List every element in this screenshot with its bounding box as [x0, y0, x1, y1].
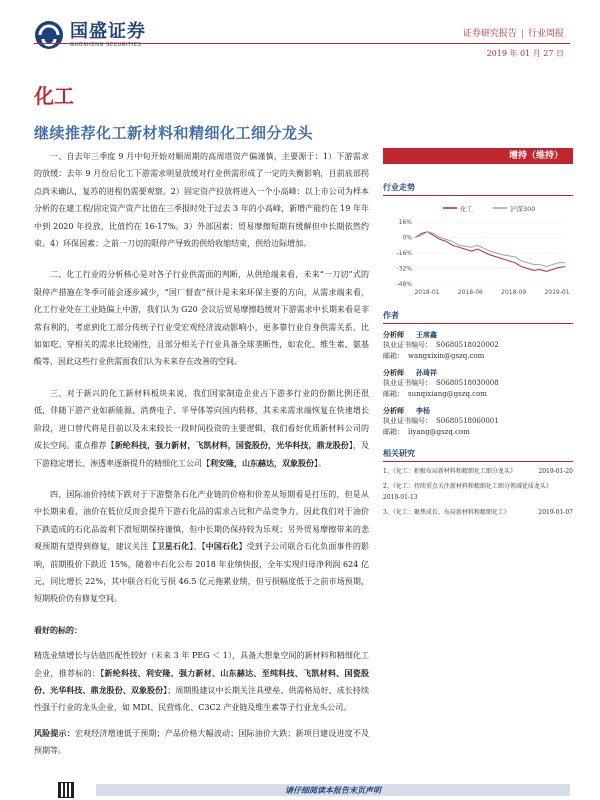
authors-list [383, 330, 573, 438]
separator: | [520, 29, 524, 39]
report-subtype: 行业周报 [527, 29, 564, 39]
author-email[interactable]: liyang@gszq.com [408, 428, 470, 436]
x-tick-label: 2019-01 [544, 289, 570, 296]
author-role: 分析师 [383, 330, 404, 339]
p3-stocks: 新纶科技，强力新材，飞凯材料，国瓷股份，光华科技，鼎龙股份 [114, 440, 349, 451]
focus-title: 看好的标的： [34, 624, 82, 635]
related-text: 1、《化工：积极布局新材料和精细化工细分龙头》 [383, 468, 516, 475]
y-tick-label: 16% [398, 219, 412, 226]
author-name: 孙琦祥 [416, 368, 437, 377]
author-name: 李杨 [416, 406, 430, 415]
p4-stock-2: 中国石化 [205, 541, 239, 552]
p4-text-2: 】受到子公司联合石化负面事件的影响，前期股价下跌近 15%，随着中石化公布 2018 年业绩快报，全年实现归母净利润 624 亿元，同比增长 22%，其中联合石化亏损 46.5 亿元拖累业绩，但亏损幅度低于之前市场预期，短期股价仍有修复空间。 [34, 542, 370, 604]
related-text: 3、《化工：聚焦成长、布局新材料和精细化工》 [383, 509, 510, 516]
report-header [0, 0, 600, 60]
author-email[interactable]: wangxixin@gszq.com [408, 352, 485, 360]
x-tick-label: 2018-06 [457, 289, 483, 296]
related-date: 2019-01-07 [538, 509, 573, 516]
p4-text: 四、国际油价持续下跌对于下游整条石化产业链的价格和价差从短期看是打压的，但是从中长期来看，油价在低位反而会提升下游石化品的需求占比和产品竞争力。因此我们对于油价下跌造成的石化品盈利下滑短期保持谨慎，但中长期仍保持较为乐观；另外贸易摩擦带来的悲观预期有望得到修复，建议关注【 [34, 489, 369, 552]
report-category: 证券研究报告 [462, 29, 517, 39]
series-line [415, 232, 565, 267]
trend-title: 行业走势 [383, 182, 573, 196]
header-divider [34, 43, 570, 44]
page-footer [0, 780, 600, 800]
report-body [34, 148, 369, 760]
related-list [383, 466, 573, 518]
author-cert: S0680518030008 [436, 379, 499, 387]
author-2 [383, 368, 573, 400]
related-date: 2019-01-20 [538, 468, 573, 475]
qr-code-icon [58, 782, 74, 798]
risk-text: 宏观经济增速低于预期；产品价格大幅波动；国际油价大跌；新项目建设进度不及预期等。 [34, 728, 369, 756]
p5-text-2: 】；周期股建议中长期关注具壁垒、供需格局好、成长持续性强于行业的龙头企业，如 MDI、民营炼化、C3C2 产业链及维生素等子行业龙头公司。 [34, 685, 369, 713]
logo-cn: 国盛证券 [70, 21, 146, 42]
sidebar [383, 148, 573, 518]
y-tick-label: -48% [396, 281, 412, 288]
p4-sep: 】、【 [189, 542, 206, 552]
legend-label: 沪深300 [510, 205, 536, 213]
industry-label: 化工 [34, 84, 74, 108]
company-logo [34, 20, 146, 50]
author-cert: S0680518060001 [436, 417, 499, 425]
author-role: 分析师 [383, 406, 404, 415]
paragraph-2: 二、化工行业的分析核心是对各子行业供需面的判断，从供给端来看，未来“一刀切”式的限停产措施在冬季可能会逐步减少，“国厂督查”预计是未来环保主要的方向，从需求端来看，化工行业处在工业链偏上中游，我们认为 G20 会议后贸易摩擦趋缓对下游需求中长期来看是非常有利的，考虑到化工部分传统子行业受宏观经济波动影响小，更多靠行业自身供需关系，比如如吃、穿相关的需求比较刚性，且部分相关子行业具备全球垄断性，如农化、维生素、氨基酸等，因此这些行业供需面我们认为未来存在改善的空间。 [34, 270, 369, 367]
paragraph-4 [34, 486, 369, 608]
related-item[interactable] [383, 507, 573, 518]
cert-label: 执业证书编号： [383, 341, 432, 349]
p3-text-2: 】，及下游稳定增长、渗透率逐渐提升的精细化工公司【 [34, 441, 370, 468]
author-cert: S0680518020002 [436, 341, 499, 349]
author-3 [383, 406, 573, 438]
risk-note [34, 725, 369, 760]
author-1 [383, 330, 573, 362]
footer-disclaimer: 请仔细阅读本报告末页声明 [96, 784, 570, 796]
cert-label: 执业证书编号： [383, 417, 432, 425]
related-date: 2019-01-13 [383, 494, 418, 501]
p5-stocks: 新纶科技、利安隆、强力新材、山东赫达、至纯科技、飞凯材料、国瓷股份、光华科技、鼎龙股份、双象股份 [34, 667, 370, 695]
logo-en: GUOSHENG SECURITIES [70, 42, 142, 48]
y-tick-label: -16% [396, 250, 412, 257]
paragraph-3 [34, 385, 369, 472]
email-label: 邮箱： [383, 352, 404, 360]
x-tick-label: 2018-09 [501, 289, 527, 296]
x-tick-label: 2018-01 [414, 289, 440, 296]
p4-stock-1: 卫星石化 [156, 541, 190, 552]
trend-chart-svg [383, 200, 573, 300]
report-date: 2019 年 01 月 27 日 [486, 49, 564, 58]
author-name: 王席鑫 [416, 330, 437, 339]
related-text: 2、《化工：持续重点关注新材料和精细化工细分领域优质龙头》 [383, 483, 552, 490]
related-item[interactable] [383, 466, 573, 477]
industry-trend-chart [383, 200, 573, 300]
paragraph-1: 一、自去年三季度 9 月中旬开始对顺周期的高周塔资产偏谨慎，主要源于：1）下游需求的放缓：去年 9 月份后化工下游需求明显放缓对行业供需形成了一定的失衡影响，目前底部拐点尚未确认，复苏的进程仍需要观察。2）固定资产投放将进入一个小高峰：以上市公司为样本分析的在建工程/固定资产资产比值在三季报时处于过去 3 年的小高峰，新增产能约在 19 年年中到 2020 年投放，比值约在 16-17%。3）外部因素：贸易摩擦短期有缓解但中长期依然约束。4）环保因素：之前一刀切的限停产导致的供给收缩结束，供给边际增加。 [34, 152, 369, 249]
rating-badge: 增持（维持） [383, 148, 573, 164]
p3-text-3: 】。 [314, 458, 326, 468]
p3-stocks-2: 利安隆，山东赫达，双象股份 [210, 457, 314, 468]
related-item[interactable] [383, 481, 573, 503]
report-type [463, 26, 564, 39]
risk-label: 风险提示： [34, 727, 75, 738]
y-tick-label: 0% [402, 234, 412, 242]
logo-icon [34, 20, 64, 50]
related-title: 相关研究 [383, 448, 573, 462]
legend-label: 化工 [460, 205, 473, 213]
author-email[interactable]: sunqixiang@gszq.com [408, 390, 487, 398]
p3-text: 三、对于新兴的化工新材料板块来说，我们国家制造企业占下游多行业的份额比例还很低，伴随下游产业如新能源、消费电子、半导体等向国内转移，其未来需求端恢复在快速增长阶段，进口替代将是目前以及未来较长一段时间投资的主要逻辑，我们看好优质新材料公司的成长空间。重点推荐【 [34, 388, 369, 451]
authors-title: 作者 [383, 310, 573, 324]
email-label: 邮箱： [383, 428, 404, 436]
report-title: 继续推荐化工新材料和精细化工细分龙头 [34, 124, 314, 142]
cert-label: 执业证书编号： [383, 379, 432, 387]
email-label: 邮箱： [383, 390, 404, 398]
p5-text: 精选业绩增长与估值匹配性较好（未来 3 年 PEG ＜ 1），具备大想象空间的新材料和精细化工企业，推荐标的：【 [34, 651, 369, 678]
y-tick-label: -32% [396, 265, 412, 273]
author-role: 分析师 [383, 368, 404, 377]
paragraph-5 [34, 647, 369, 717]
